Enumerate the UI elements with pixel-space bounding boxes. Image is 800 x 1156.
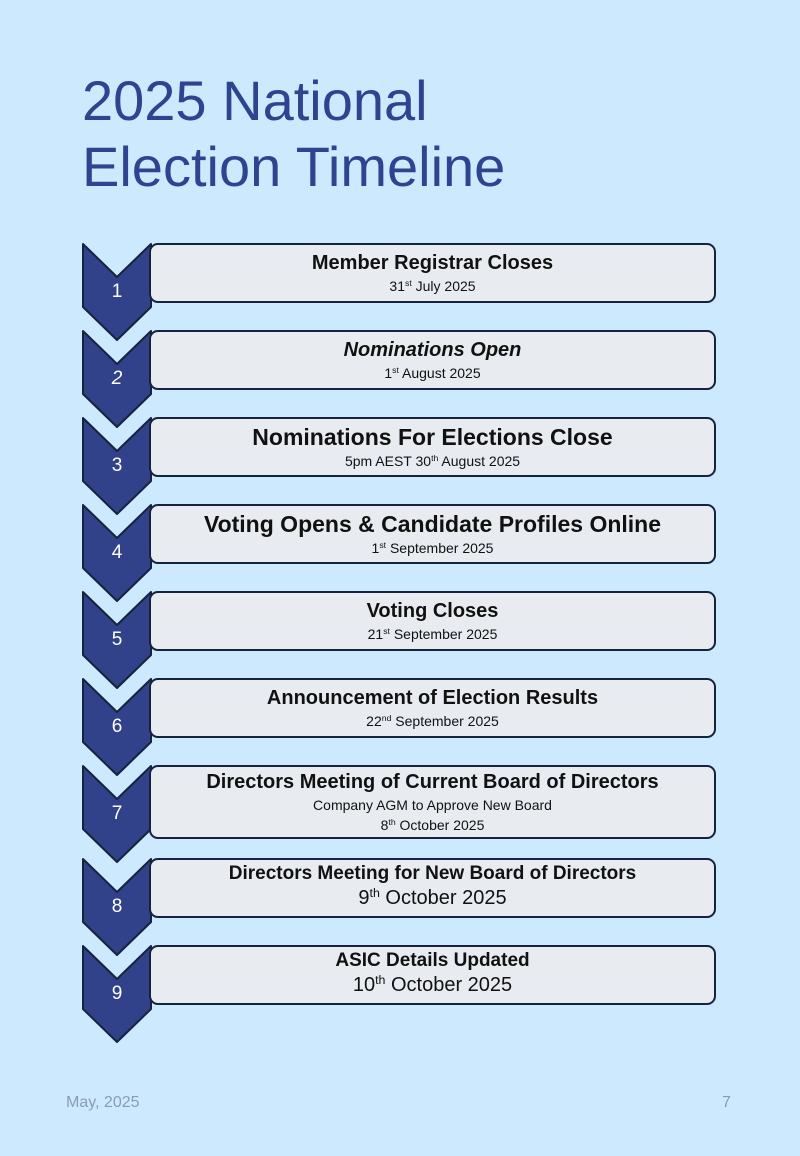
timeline-step xyxy=(82,678,718,778)
step-card xyxy=(149,243,716,303)
step-date xyxy=(151,624,714,644)
ordinal-suffix: st xyxy=(392,365,399,376)
step-date-text: 1 xyxy=(371,540,380,556)
page-number: 7 xyxy=(722,1094,731,1111)
step-card xyxy=(149,678,716,738)
step-heading: Directors Meeting for New Board of Directors xyxy=(228,863,637,884)
step-number: 5 xyxy=(111,629,123,650)
step-date-text: 9 xyxy=(358,887,370,909)
timeline-step xyxy=(82,945,718,1045)
ordinal-suffix: st xyxy=(405,278,412,289)
ordinal-suffix: nd xyxy=(381,713,392,724)
step-date-text: Company AGM to Approve New Board xyxy=(313,797,552,813)
step-card xyxy=(149,945,716,1005)
step-date-text: August 2025 xyxy=(438,453,521,469)
step-heading: Nominations Open xyxy=(343,339,522,361)
step-date-text: September 2025 xyxy=(391,713,499,729)
step-date-text: 1 xyxy=(384,365,393,381)
step-card xyxy=(149,330,716,390)
step-date-text: October 2025 xyxy=(385,974,513,996)
step-card xyxy=(149,417,716,477)
page-title-line-2: Election Timeline xyxy=(82,135,506,198)
timeline-step xyxy=(82,417,718,517)
step-heading: Directors Meeting of Current Board of Directors xyxy=(206,771,659,793)
step-card xyxy=(149,858,716,918)
step-date xyxy=(151,276,714,296)
step-date xyxy=(151,711,714,731)
step-card xyxy=(149,591,716,651)
step-date xyxy=(151,815,714,835)
step-heading: Announcement of Election Results xyxy=(266,687,599,709)
step-number: 4 xyxy=(111,542,123,563)
step-number: 9 xyxy=(111,983,123,1004)
step-date-text: 10 xyxy=(352,974,376,996)
step-heading: Member Registrar Closes xyxy=(311,252,554,274)
timeline-step xyxy=(82,243,718,343)
step-date xyxy=(151,795,714,815)
ordinal-suffix: th xyxy=(388,817,396,828)
step-heading: Voting Closes xyxy=(366,600,499,622)
page-title-line-1: 2025 National xyxy=(82,69,428,132)
step-number: 8 xyxy=(111,896,123,917)
step-heading: ASIC Details Updated xyxy=(335,950,530,971)
step-date-text: October 2025 xyxy=(395,817,485,833)
step-date-text: 5pm AEST 30 xyxy=(344,453,432,469)
step-date xyxy=(151,363,714,383)
timeline-step xyxy=(82,330,718,430)
step-date-text: October 2025 xyxy=(379,887,507,909)
step-date xyxy=(151,886,714,910)
step-date-text: 22 xyxy=(366,713,382,729)
step-date xyxy=(151,538,714,558)
step-date-text: August 2025 xyxy=(398,365,481,381)
ordinal-suffix: th xyxy=(431,453,439,464)
step-number: 3 xyxy=(111,455,123,476)
step-number: 7 xyxy=(111,803,123,824)
ordinal-suffix: th xyxy=(369,886,380,901)
step-date-text: September 2025 xyxy=(389,626,498,642)
ordinal-suffix: st xyxy=(383,626,390,637)
step-date-text: 21 xyxy=(367,626,384,642)
step-number: 2 xyxy=(111,368,123,389)
step-number: 6 xyxy=(111,716,123,737)
footer-date: May, 2025 xyxy=(66,1094,140,1111)
timeline-step xyxy=(82,765,718,865)
timeline-step xyxy=(82,858,718,958)
step-heading: Nominations For Elections Close xyxy=(252,424,613,450)
ordinal-suffix: st xyxy=(379,540,387,551)
timeline-step xyxy=(82,591,718,691)
step-date xyxy=(151,451,714,471)
timeline-step xyxy=(82,504,718,604)
ordinal-suffix: th xyxy=(375,973,386,988)
step-date-text: July 2025 xyxy=(411,278,476,294)
step-card xyxy=(149,765,716,839)
step-date-text: September 2025 xyxy=(386,540,494,556)
step-date xyxy=(151,973,714,997)
step-heading: Voting Opens & Candidate Profiles Online xyxy=(203,511,662,537)
step-card xyxy=(149,504,716,564)
step-number: 1 xyxy=(111,281,123,302)
step-date-text: 8 xyxy=(380,817,389,833)
step-date-text: 31 xyxy=(389,278,405,294)
